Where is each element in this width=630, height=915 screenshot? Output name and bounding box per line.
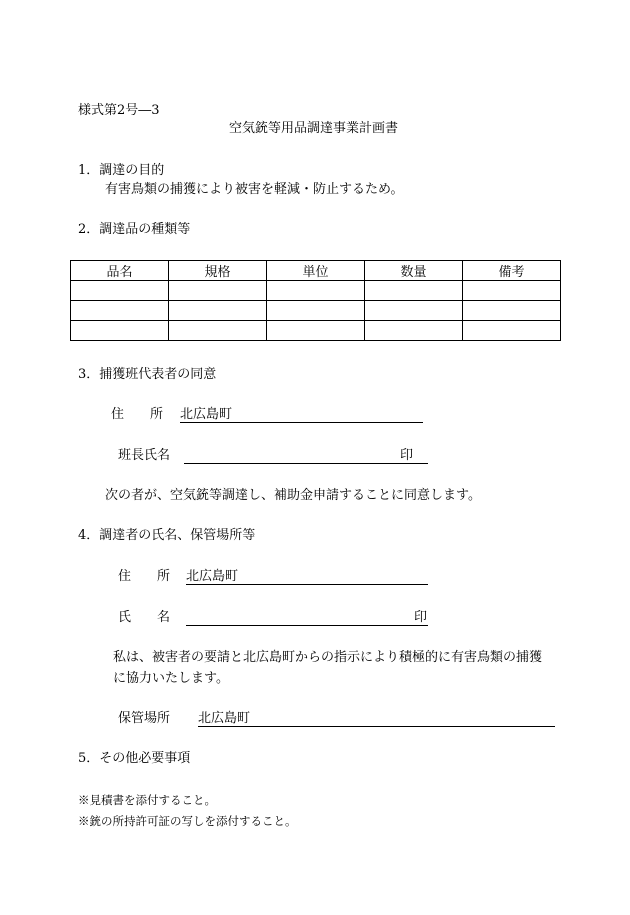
note-gun-permit: ※銃の所持許可証の写しを添付すること。	[78, 814, 297, 828]
table-header-row	[71, 261, 561, 281]
table-cell[interactable]	[169, 281, 267, 301]
section3-address-label: 住 所	[111, 407, 164, 422]
section3-address-underline	[180, 422, 423, 423]
section2-heading: 2．調達品の種類等	[78, 222, 191, 237]
col-header-name: 品名	[71, 261, 169, 281]
table-cell[interactable]	[463, 301, 561, 321]
section4-storage-underline	[198, 726, 555, 727]
table-cell[interactable]	[169, 321, 267, 341]
document-title: 空気銃等用品調達事業計画書	[229, 121, 399, 136]
section4-heading: 4．調達者の氏名、保管場所等	[78, 528, 256, 543]
section3-address-value[interactable]: 北広島町	[180, 407, 233, 422]
section4-storage-value[interactable]: 北広島町	[198, 711, 251, 726]
table-cell[interactable]	[71, 301, 169, 321]
section1-heading: 1．調達の目的	[78, 163, 165, 178]
table-cell[interactable]	[365, 301, 463, 321]
section4-pledge-line1: 私は、被害者の要請と北広島町からの指示により積極的に有害鳥類の捕獲	[113, 650, 543, 665]
form-number: 様式第2号―3	[78, 103, 160, 118]
section3-consent-text: 次の者が、空気銃等調達し、補助金申請することに同意します。	[105, 488, 481, 503]
table-cell[interactable]	[71, 321, 169, 341]
section4-address-label: 住 所	[118, 569, 171, 584]
section4-seal: 印	[414, 610, 428, 625]
col-header-unit: 単位	[267, 261, 365, 281]
col-header-remarks: 備考	[463, 261, 561, 281]
section4-pledge-line2: に協力いたします。	[113, 671, 229, 686]
section4-name-underline[interactable]	[186, 625, 428, 626]
table-cell[interactable]	[267, 321, 365, 341]
table-cell[interactable]	[267, 301, 365, 321]
section1-body: 有害鳥類の捕獲により被害を軽減・防止するため。	[105, 182, 404, 197]
section4-name-label: 氏 名	[118, 610, 171, 625]
section3-heading: 3．捕獲班代表者の同意	[78, 367, 217, 382]
table-cell[interactable]	[169, 301, 267, 321]
section3-name-label: 班長氏名	[118, 448, 171, 463]
items-table	[70, 260, 561, 341]
table-cell[interactable]	[71, 281, 169, 301]
section4-address-value[interactable]: 北広島町	[186, 569, 239, 584]
section4-address-underline	[186, 584, 428, 585]
note-estimate: ※見積書を添付すること。	[78, 793, 216, 807]
table-cell[interactable]	[365, 281, 463, 301]
section3-name-underline[interactable]	[184, 463, 428, 464]
col-header-spec: 規格	[169, 261, 267, 281]
table-cell[interactable]	[365, 321, 463, 341]
col-header-quantity: 数量	[365, 261, 463, 281]
table-cell[interactable]	[267, 281, 365, 301]
section3-seal: 印	[400, 448, 414, 463]
table-cell[interactable]	[463, 321, 561, 341]
section5-heading: 5．その他必要事項	[78, 751, 191, 766]
table-row	[71, 301, 561, 321]
section4-storage-label: 保管場所	[118, 711, 171, 726]
table-row	[71, 321, 561, 341]
table-row	[71, 281, 561, 301]
table-cell[interactable]	[463, 281, 561, 301]
